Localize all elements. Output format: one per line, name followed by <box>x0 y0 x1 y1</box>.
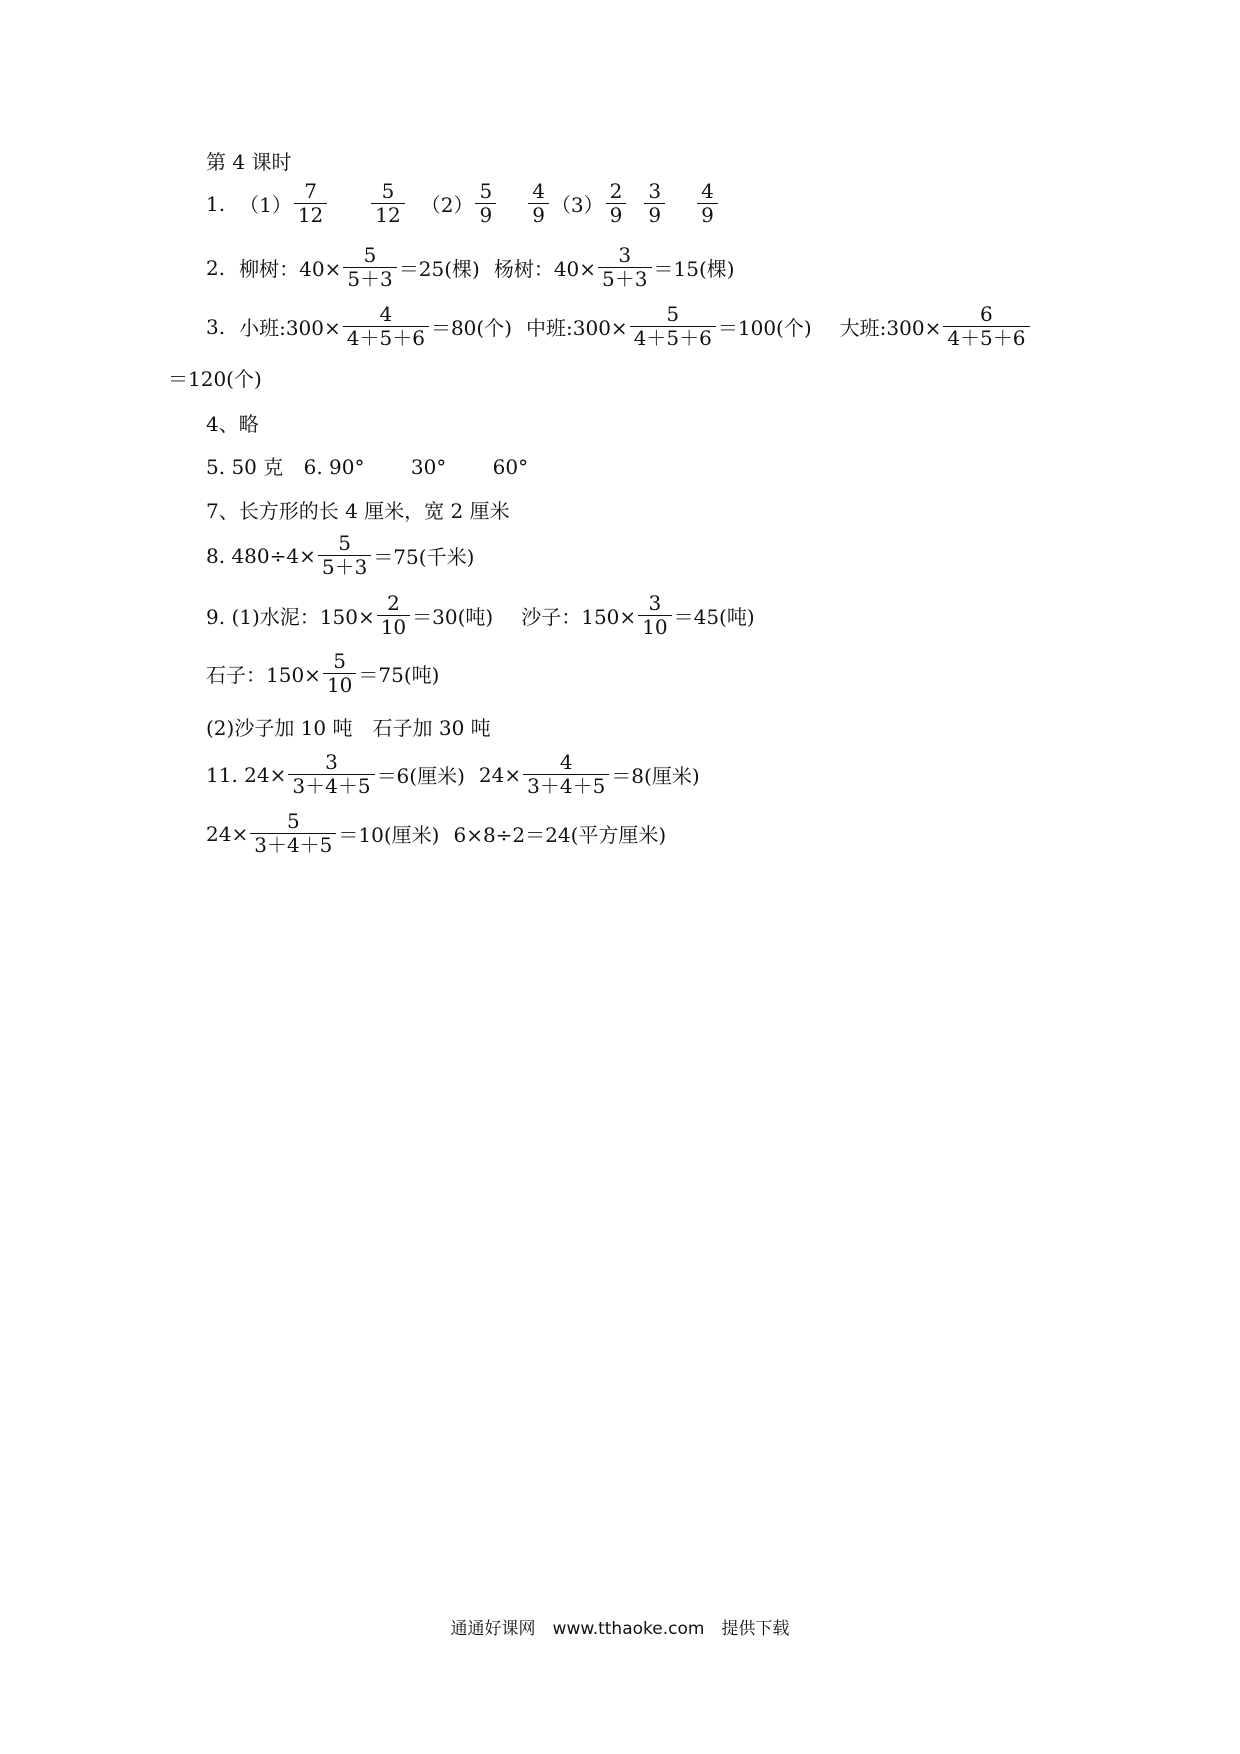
fraction-numerator: 4 <box>379 302 393 326</box>
q11-expr-2: 24× <box>478 762 522 787</box>
fraction-numerator: 5 <box>363 243 377 267</box>
q8-result: ＝75(千米) <box>373 545 475 569</box>
question-8 <box>206 532 474 579</box>
fraction-numerator: 4 <box>559 750 573 774</box>
fraction-denominator: 3＋4＋5 <box>250 833 336 857</box>
q2-label: 2. <box>206 255 226 280</box>
fraction-denominator: 9 <box>644 203 665 227</box>
q11-area: 6×8÷2＝24(平方厘米) <box>453 823 667 847</box>
fraction-numerator: 5 <box>479 179 493 203</box>
question-6: 6. 90° <box>303 455 365 479</box>
fraction <box>697 180 718 227</box>
q11-result-2: ＝8(厘米) <box>611 764 700 788</box>
q1-part3-label: （3） <box>550 193 604 217</box>
fraction-denominator: 3＋4＋5 <box>523 774 609 798</box>
q9-cement-result: ＝30(吨) <box>412 605 494 629</box>
q2-willow-expr: 柳树：40× <box>239 257 342 281</box>
fraction-numerator: 2 <box>609 179 623 203</box>
q1-part1-label: （1） <box>239 193 292 217</box>
fraction-denominator: 12 <box>371 203 404 227</box>
question-5-6 <box>206 451 528 480</box>
fraction <box>323 650 356 697</box>
fraction-denominator: 5＋3 <box>318 555 371 579</box>
fraction <box>598 244 651 291</box>
q2-poplar-result: ＝15(棵) <box>653 257 735 281</box>
fraction-numerator: 4 <box>701 179 714 203</box>
q9-stone-expr: 石子：150× <box>206 663 321 687</box>
q3-label: 3. <box>206 314 226 339</box>
fraction-numerator: 7 <box>304 179 317 203</box>
fraction-numerator: 5 <box>666 302 680 326</box>
q3-continuation: ＝120(个) <box>168 367 262 391</box>
question-9-part-2: (2)沙子加 10 吨 石子加 30 吨 <box>206 716 491 740</box>
q3-middle-class-expr: 中班:300× <box>526 316 628 340</box>
fraction-denominator: 4＋5＋6 <box>943 326 1029 350</box>
fraction-denominator: 12 <box>294 203 327 227</box>
q9-stone-result: ＝75(吨) <box>358 663 440 687</box>
page-footer: 通通好课网 www.tthaoke.com 提供下载 <box>450 1619 790 1639</box>
q3-large-class-expr: 大班:300× <box>839 316 942 340</box>
fraction <box>250 810 336 857</box>
fraction-denominator: 5＋3 <box>598 267 651 291</box>
fraction-denominator: 4＋5＋6 <box>630 326 716 350</box>
fraction-denominator: 10 <box>323 673 356 697</box>
fraction <box>943 303 1029 350</box>
fraction <box>475 180 496 227</box>
q11-result-1: ＝6(厘米) <box>376 764 465 788</box>
fraction <box>343 244 396 291</box>
fraction-denominator: 9 <box>475 203 496 227</box>
q6-angle-3: 60° <box>492 455 529 479</box>
q11-expr-3: 24× <box>206 821 249 846</box>
fraction-denominator: 3＋4＋5 <box>288 774 374 798</box>
question-4: 4、略 <box>206 412 259 436</box>
fraction-numerator: 5 <box>333 649 347 673</box>
fraction-denominator: 10 <box>377 615 410 639</box>
fraction-denominator: 9 <box>697 203 718 227</box>
q8-expr: 8. 480÷4× <box>206 543 316 568</box>
q2-willow-result: ＝25(棵) <box>398 257 480 281</box>
question-5: 5. 50 克 <box>206 455 284 479</box>
fraction-numerator: 3 <box>648 591 662 615</box>
fraction <box>288 751 374 798</box>
q6-angle-2: 30° <box>410 455 447 479</box>
q3-middle-class-result: ＝100(个) <box>717 316 812 340</box>
q1-label: 1. <box>206 191 226 216</box>
q3-small-class-result: ＝80(个) <box>430 316 513 340</box>
fraction-numerator: 3 <box>648 179 662 203</box>
q2-poplar-expr: 杨树：40× <box>493 257 597 281</box>
q11-result-3: ＝10(厘米) <box>338 823 440 847</box>
section-title: 第 4 课时 <box>206 150 292 174</box>
fraction <box>606 180 627 227</box>
q9-cement-expr: 9. (1)水泥：150× <box>206 605 375 629</box>
fraction-denominator: 10 <box>638 615 671 639</box>
question-11-cont <box>206 810 666 857</box>
q11-expr-1: 11. 24× <box>206 762 287 787</box>
fraction-numerator: 3 <box>325 750 338 774</box>
fraction-numerator: 6 <box>980 302 993 326</box>
fraction-numerator: 3 <box>618 243 632 267</box>
fraction-denominator: 9 <box>528 203 549 227</box>
question-11 <box>206 751 700 798</box>
question-2 <box>206 244 735 291</box>
question-1 <box>206 180 720 227</box>
fraction <box>644 180 665 227</box>
question-9-stone <box>206 650 439 697</box>
fraction <box>528 180 549 227</box>
fraction-numerator: 4 <box>532 179 545 203</box>
fraction <box>371 180 404 227</box>
question-7: 7、长方形的长 4 厘米，宽 2 厘米 <box>206 499 510 523</box>
fraction <box>630 303 716 350</box>
fraction <box>294 180 327 227</box>
q9-sand-expr: 沙子：150× <box>521 605 637 629</box>
fraction-denominator: 5＋3 <box>343 267 396 291</box>
fraction <box>523 751 609 798</box>
fraction <box>377 592 410 639</box>
question-9 <box>206 592 755 639</box>
fraction-numerator: 5 <box>286 809 300 833</box>
fraction-numerator: 2 <box>387 591 400 615</box>
q1-part2-label: （2） <box>420 193 474 217</box>
fraction <box>638 592 671 639</box>
fraction-denominator: 9 <box>606 203 627 227</box>
fraction-denominator: 4＋5＋6 <box>343 326 429 350</box>
fraction-numerator: 5 <box>338 531 351 555</box>
fraction-numerator: 5 <box>381 179 395 203</box>
fraction <box>318 532 371 579</box>
fraction <box>343 303 429 350</box>
question-3 <box>206 303 1032 350</box>
q3-small-class-expr: 小班:300× <box>239 316 341 340</box>
q9-sand-result: ＝45(吨) <box>673 605 755 629</box>
